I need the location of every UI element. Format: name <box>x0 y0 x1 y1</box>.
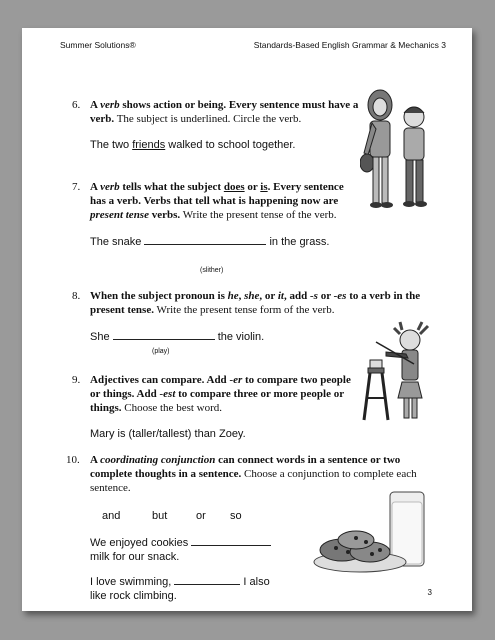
question-number: 6. <box>72 99 81 111</box>
sentence-part: The two <box>90 139 133 151</box>
suffix: -er <box>229 374 243 386</box>
header-title-right: Standards-Based English Grammar & Mechanics 3 <box>253 40 446 50</box>
direction-text: Write the present tense of the verb. <box>180 209 337 221</box>
choice-but: but <box>152 510 168 522</box>
rule-text: to a verb in the present tense. <box>90 290 421 316</box>
underlined-subject: friends <box>132 139 166 151</box>
rule-text: to compare two people or things. Add <box>90 374 351 400</box>
term: coordinating conjunction <box>100 454 216 466</box>
example-sentence <box>90 138 360 152</box>
question-number: 10. <box>66 454 80 466</box>
sentence-part: The snake <box>90 236 145 248</box>
term: present tense <box>90 209 149 221</box>
worksheet-page <box>22 28 472 611</box>
answer-blank[interactable] <box>144 234 266 245</box>
question-instructions <box>90 373 360 415</box>
rule-text: shows action or being. Every sentence must have a verb. <box>90 99 359 125</box>
underlined-word: does <box>223 181 245 193</box>
rule-text: When the subject pronoun is <box>90 290 228 302</box>
verb-hint: (slither) <box>200 267 224 274</box>
suffix: -es <box>333 290 347 302</box>
verb-hint: (play) <box>152 348 170 355</box>
choice-so: so <box>230 510 242 522</box>
rule-text: , add <box>283 290 310 302</box>
direction-text: Choose the best word. <box>121 402 223 414</box>
violin-girl-illustration <box>356 320 436 424</box>
pronoun: it <box>277 290 284 302</box>
answer-blank[interactable] <box>191 535 271 546</box>
suffix: -s <box>309 290 318 302</box>
rule-text: verbs. <box>148 209 181 221</box>
answer-blank[interactable] <box>174 574 240 585</box>
suffix: -est <box>159 388 176 400</box>
term: verb <box>100 181 120 193</box>
rule-text: A <box>90 454 101 466</box>
pronoun: he <box>227 290 239 302</box>
rule-text: tells what the subject <box>119 181 224 193</box>
underlined-word: is <box>260 181 268 193</box>
question-instructions <box>90 453 430 495</box>
cookies-milk-illustration <box>312 490 432 574</box>
rule-text: A <box>90 99 101 111</box>
sentence-part: We enjoyed cookies <box>90 537 192 549</box>
sentence-part: in the grass. <box>266 236 330 248</box>
question-number: 7. <box>72 181 81 193</box>
sentence-2 <box>90 574 430 603</box>
direction-text: Choose a conjunction to complete each sentence. <box>90 468 417 494</box>
sentence-part: like rock climbing. <box>90 590 177 602</box>
question-9 <box>72 373 360 441</box>
sentence-part: I also <box>240 576 270 588</box>
example-sentence: Mary is (taller/tallest) than Zoey. <box>90 428 246 440</box>
question-number: 8. <box>72 290 81 302</box>
rule-text: A <box>90 181 101 193</box>
pronoun: she <box>244 290 260 302</box>
term: verb <box>100 99 120 111</box>
answer-blank[interactable] <box>113 329 215 340</box>
sentence-part: I love swimming, <box>90 576 175 588</box>
question-instructions <box>90 289 430 317</box>
rule-text: , or <box>259 290 278 302</box>
rule-text: , <box>238 290 245 302</box>
sentence-part: milk for our snack. <box>90 551 180 563</box>
question-instructions <box>90 98 360 126</box>
rule-text: can connect words in a sentence or two complete thoughts in a sentence. <box>90 454 401 480</box>
sentence-part: walked to school together. <box>165 139 296 151</box>
question-number: 9. <box>72 374 81 386</box>
question-6 <box>72 98 360 152</box>
choice-and: and <box>102 510 121 522</box>
example-sentence <box>90 234 360 249</box>
question-7 <box>72 180 360 274</box>
direction-text: Write the present tense form of the verb. <box>153 304 335 316</box>
question-instructions <box>90 180 360 222</box>
page-number: 3 <box>427 588 432 597</box>
rule-text: Adjectives can compare. Add <box>90 374 230 386</box>
sentence-part: the violin. <box>214 331 265 343</box>
choice-or: or <box>196 510 206 522</box>
direction-text: The subject is underlined. Circle the verb. <box>114 113 302 125</box>
rule-text: or <box>244 181 261 193</box>
rule-text: to compare three or more people or things. <box>90 388 344 414</box>
rule-text: or <box>317 290 334 302</box>
rule-text: . Every sentence has a verb. Verbs that tell what is happening now are <box>90 181 344 207</box>
friends-illustration <box>360 83 436 211</box>
sentence-part: She <box>90 331 113 343</box>
header-title-left: Summer Solutions® <box>60 40 136 50</box>
